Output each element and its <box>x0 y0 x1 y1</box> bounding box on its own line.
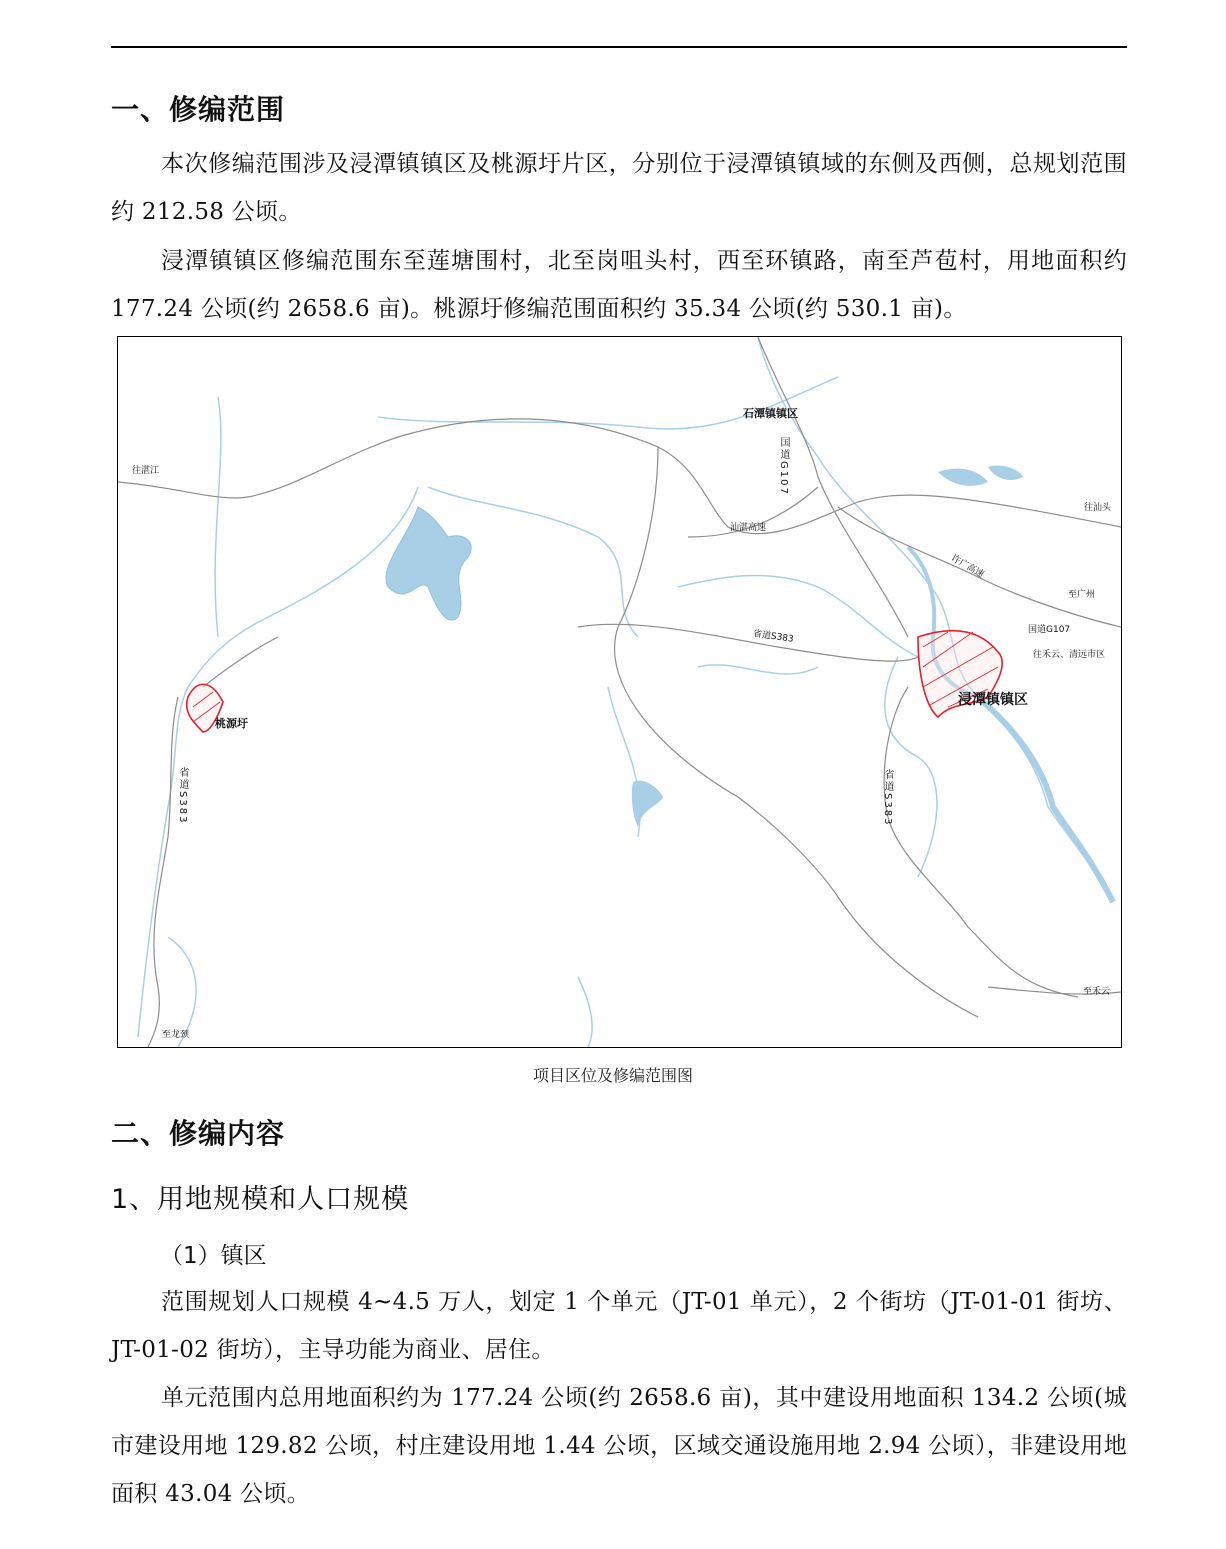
location-map <box>117 336 1122 1048</box>
pond-south <box>632 781 663 827</box>
label-shitan: 石潭镇镇区 <box>743 407 798 420</box>
label-to-guangzhou: 至广州 <box>1068 590 1096 600</box>
label-to-heyun: 至禾云 <box>1083 987 1111 997</box>
pond-ne-1 <box>938 469 988 486</box>
map-caption: 项目区位及修编范围图 <box>532 1066 693 1085</box>
label-shengdao-s383: 省道S383 <box>752 629 795 645</box>
label-to-shantou: 往汕头 <box>1084 503 1112 513</box>
label-xuguang-highway: 许广高速 <box>949 553 986 581</box>
section2-paragraph-1: 范围规划人口规模 4~4.5 万人，划定 1 个单元（JT-01 单元），2 个街坊（JT-01-01 街坊、JT-01-02 街坊），主导功能为商业、居住。 <box>111 1289 1127 1363</box>
label-taoyuanxu: 桃源圩 <box>215 717 248 730</box>
label-s383-vertical-east: 省道S383 <box>882 769 893 827</box>
section1-title: 一、修编范围 <box>111 93 286 126</box>
subsection-1a-title: （1）镇区 <box>160 1243 267 1269</box>
pond-ne-2 <box>988 465 1023 479</box>
label-jintan: 浸潭镇镇区 <box>958 692 1028 708</box>
label-s383-vertical-west: 省道S383 <box>177 767 188 825</box>
label-guodao-g107: 国道G107 <box>1028 625 1071 635</box>
section1-paragraph-1: 本次修编范围涉及浸潭镇镇区及桃源圩片区，分别位于浸潭镇镇域的东侧及西侧，总规划范围约 212.58 公顷。 <box>111 151 1127 225</box>
label-to-longjing: 至龙颈 <box>162 1030 190 1040</box>
label-guodao-g107-vertical: 国道G107 <box>778 437 789 496</box>
label-shanzhan-highway: 汕湛高速 <box>730 523 767 533</box>
label-to-heyun-qingyuan: 往禾云、清远市区 <box>1033 650 1106 660</box>
header-rule <box>111 46 1127 48</box>
subsection-1-title: 1、用地规模和人口规模 <box>111 1184 410 1215</box>
section2-paragraph-2: 单元范围内总用地面积约为 177.24 公顷(约 2658.6 亩)，其中建设用地面积 134.2 公顷(城市建设用地 129.82 公顷，村庄建设用地 1.44 公顷，区域交通设施用地 2.94 公顷），非建设用地面积 43.04 公顷。 <box>111 1385 1127 1507</box>
section2-title: 二、修编内容 <box>111 1117 286 1150</box>
label-to-zhanjiang: 往湛江 <box>132 466 160 476</box>
section1-paragraph-2: 浸潭镇镇区修编范围东至莲塘围村，北至岗咀头村，西至环镇路，南至芦苞村，用地面积约 177.24 公顷(约 2658.6 亩)。桃源圩修编范围面积约 35.34 公顷(约 530.1 亩)。 <box>111 248 1127 322</box>
